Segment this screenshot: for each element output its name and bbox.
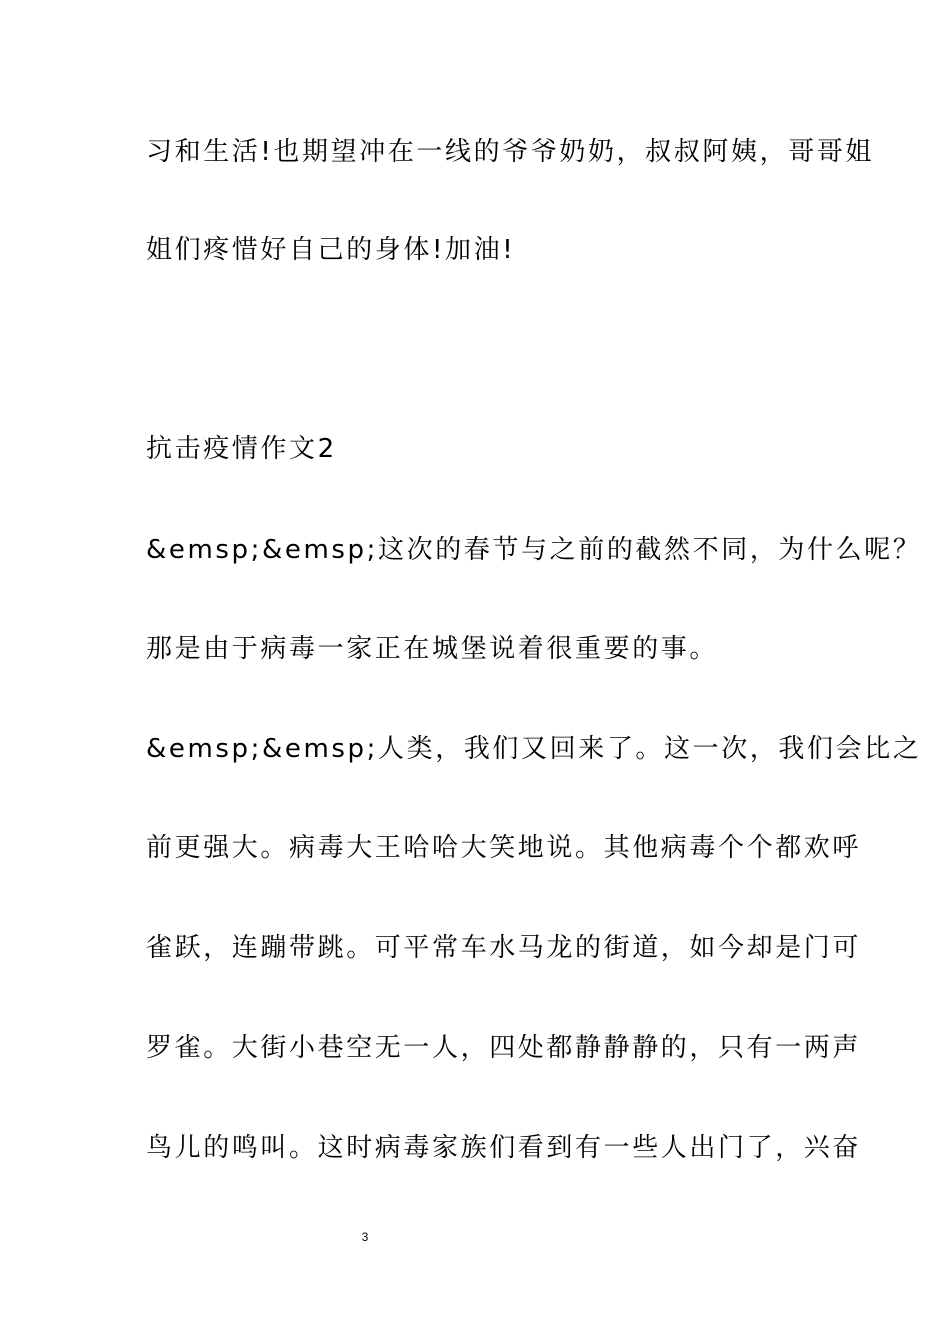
paragraph-line: 那是由于病毒一家正在城堡说着很重要的事。	[146, 634, 719, 664]
paragraph-line: &emsp;&emsp;人类，我们又回来了。这一次，我们会比之	[146, 734, 922, 764]
paragraph-line: 雀跃，连蹦带跳。可平常车水马龙的街道，如今却是门可	[146, 933, 862, 963]
section-title: 抗击疫情作文2	[146, 434, 337, 464]
paragraph-line: 姐们疼惜好自己的身体!加油!	[146, 235, 516, 265]
paragraph-line: 鸟儿的鸣叫。这时病毒家族们看到有一些人出门了，兴奋	[146, 1133, 862, 1163]
paragraph-line: &emsp;&emsp;这次的春节与之前的截然不同，为什么呢？	[146, 535, 922, 565]
paragraph-line: 前更强大。病毒大王哈哈大笑地说。其他病毒个个都欢呼	[146, 833, 862, 863]
paragraph-line: 习和生活!也期望冲在一线的爷爷奶奶，叔叔阿姨，哥哥姐	[146, 137, 875, 167]
paragraph-line: 罗雀。大街小巷空无一人，四处都静静静的，只有一两声	[146, 1033, 862, 1063]
page-number: 3	[361, 1230, 369, 1244]
